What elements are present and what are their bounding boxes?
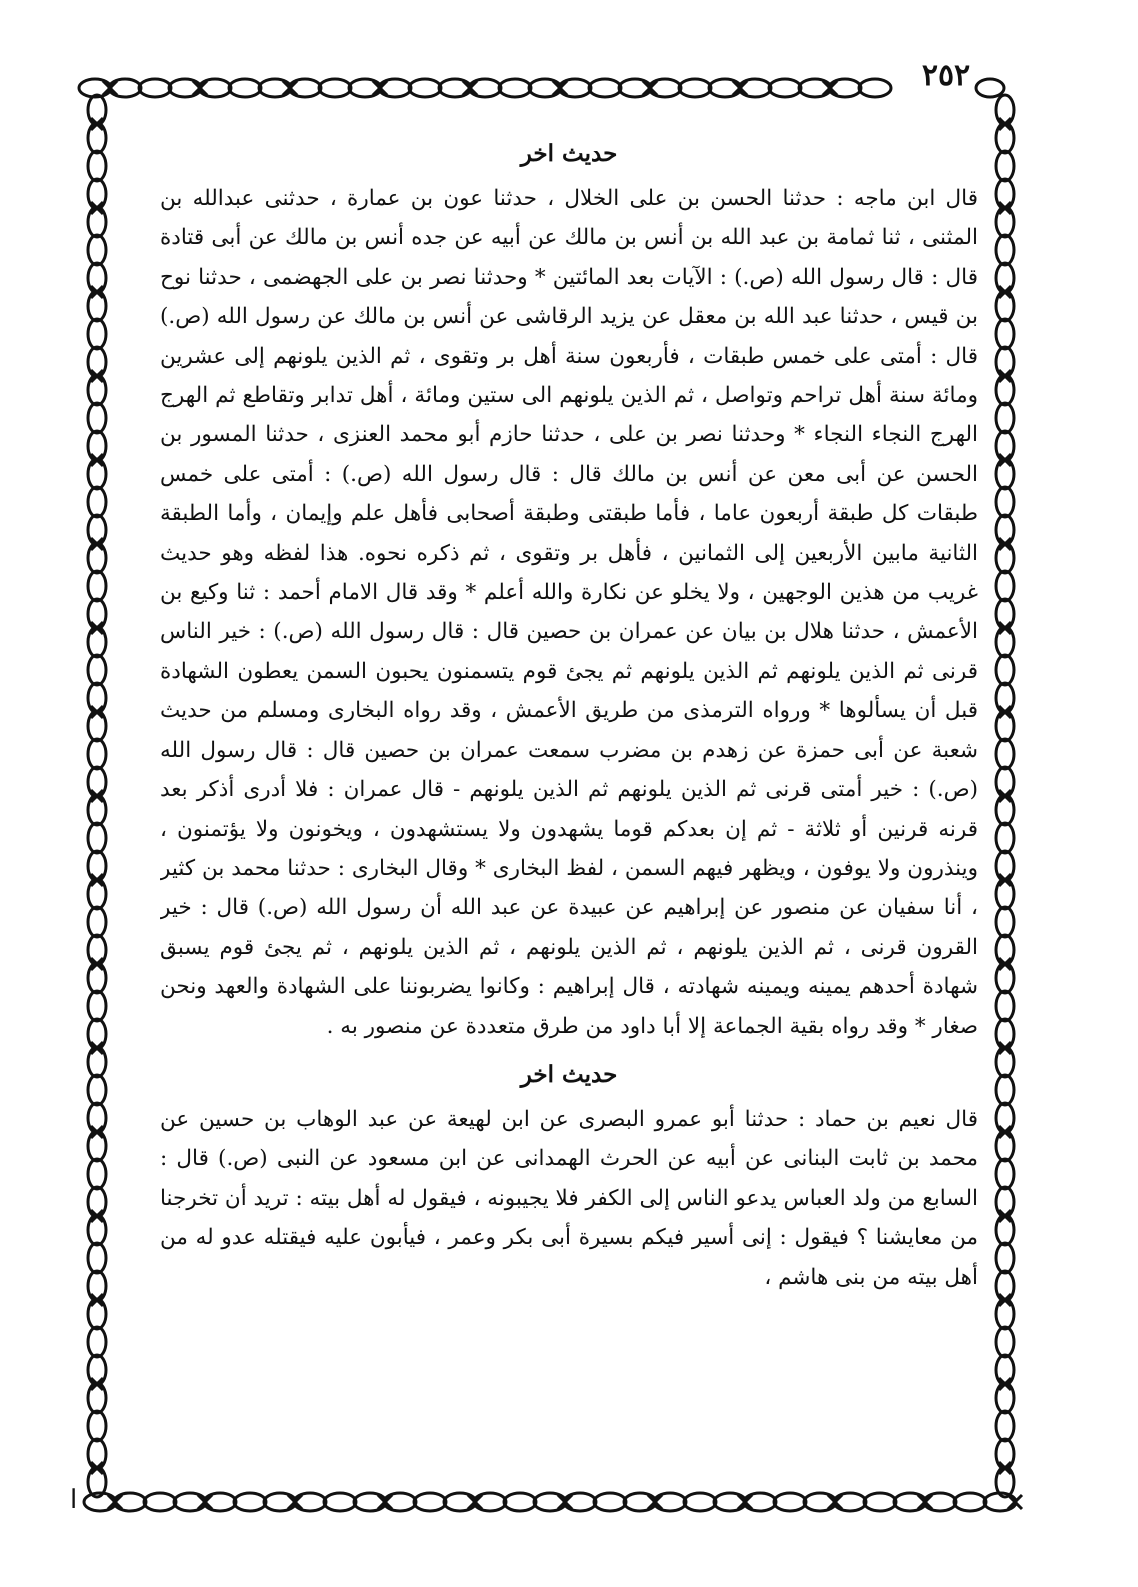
chain-link — [439, 79, 471, 97]
chain-link — [996, 991, 1014, 1021]
chain-link — [88, 235, 106, 265]
chain-link — [139, 79, 171, 97]
chain-link — [88, 599, 106, 629]
chain-link — [996, 1411, 1014, 1441]
chain-link — [996, 1299, 1014, 1329]
chain-link — [996, 851, 1014, 881]
chain-link — [996, 95, 1014, 125]
chain-link — [996, 599, 1014, 629]
chain-link — [88, 1383, 106, 1413]
chain-link — [409, 79, 441, 97]
chain-link — [88, 1439, 106, 1469]
chain-link — [559, 79, 591, 97]
chain-link — [88, 263, 106, 293]
chain-link — [996, 823, 1014, 853]
chain-link — [88, 1131, 106, 1161]
chain-link — [996, 655, 1014, 685]
chain-link — [996, 1243, 1014, 1273]
chain-link — [88, 851, 106, 881]
chain-link — [88, 739, 106, 769]
chain-link — [739, 79, 771, 97]
chain-link — [996, 711, 1014, 741]
chain-link — [88, 151, 106, 181]
margin-mark: ا — [70, 1485, 78, 1515]
chain-link — [88, 571, 106, 601]
chain-link — [996, 1383, 1014, 1413]
chain-link — [259, 79, 291, 97]
chain-link — [996, 935, 1014, 965]
chain-link — [996, 1047, 1014, 1077]
chain-link — [88, 795, 106, 825]
chain-link — [996, 683, 1014, 713]
chain-link — [88, 319, 106, 349]
chain-link — [594, 1493, 626, 1511]
chain-link — [319, 79, 351, 97]
chain-link — [169, 79, 201, 97]
chain-link — [564, 1493, 596, 1511]
chain-link — [859, 79, 891, 97]
chain-link — [88, 1327, 106, 1357]
chain-link — [744, 1493, 776, 1511]
chain-link — [954, 1493, 986, 1511]
chain-link — [589, 79, 621, 97]
chain-link — [799, 79, 831, 97]
chain-link — [996, 459, 1014, 489]
section-text: قال ابن ماجه : حدثنا الحسن بن على الخلال ، حدثنا عون بن عمارة ، حدثنى عبدالله بن المثنى ، ثنا ثمامة بن عبد الله بن أنس بن مالك عن أبيه عن جده أنس بن مالك عن أبى قتادة قال : قال رسول الله (ص.) : الآيات بعد المائتين * وحدثنا نصر بن على الجهضمى ، حدثنا نوح بن قيس ، حدثنا عبد الله بن معقل عن يزيد الرقاشى عن أنس بن مالك عن رسول الله (ص.) قال : أمتى على خمس طبقات ، فأربعون سنة أهل بر وتقوى ، ثم الذين يلونهم إلى عشرين ومائة سنة أهل تراحم وتواصل ، ثم الذين يلونهم الى ستين ومائة ، أهل تدابر وتقاطع ثم الهرج الهرج النجاء النجاء * وحدثنا نصر بن على ، حدثنا حازم أبو محمد العنزى ، حدثنا المسور بن الحسن عن أبى معن عن أنس بن مالك قال : قال رسول الله (ص.) : أمتى على خمس طبقات كل طبقة أربعون عاما ، فأما طبقتى وطبقة أصحابى فأهل علم وإيمان ، وأما الطبقة الثانية مابين الأربعين إلى الثمانين ، فأهل بر وتقوى ، ثم ذكره نحوه. هذا لفظه وهو حديث غريب من هذين الوجهين ، ولا يخلو عن نكارة والله أعلم * وقد قال الامام أحمد : ثنا وكيع بن الأعمش ، حدثنا هلال بن بيان عن عمران بن حصين قال : قال رسول الله (ص.) : خير الناس قرنى ثم الذين يلونهم ثم الذين يلونهم ثم يجئ قوم يتسمنون يحبون السمن يعطون الشهادة قبل أن يسألوها * ورواه الترمذى من طريق الأعمش ، وقد رواه البخارى ومسلم من حديث شعبة عن أبى حمزة عن زهدم بن مضرب سمعت عمران بن حصين قال : قال رسول الله (ص.) : خير أمتى قرنى ثم الذين يلونهم ثم الذين يلونهم - قال عمران : فلا أدرى أذكر بعد قرنه قرنين أو ثلاثة - ثم إن بعدكم قوما يشهدون ولا يستشهدون ، ويخونون ولا يؤتمنون ، وينذرون ولا يوفون ، ويظهر فيهم السمن ، لفظ البخارى * وقال البخارى : حدثنا محمد بن كثير ، أنا سفيان عن منصور عن إبراهيم عن عبيدة عن عبد الله أن رسول الله (ص.) قال : خير القرون قرنى ، ثم الذين يلونهم ، ثم الذين يلونهم ، ثم الذين يلونهم ، ثم يجئ قوم يسبق شهادة أحدهم يمينه ويمينه شهادته ، قال إبراهيم : وكانوا يضربوننا على الشهادة والعهد ونحن صغار * وقد رواه بقية الجماعة إلا أبا داود من طرق متعددة عن منصور به . — [160, 186, 978, 1039]
chain-link — [996, 235, 1014, 265]
chain-link — [88, 459, 106, 489]
chain-link — [894, 1493, 926, 1511]
chain-link — [88, 767, 106, 797]
chain-link — [534, 1493, 566, 1511]
chain-link — [264, 1493, 296, 1511]
chain-link — [654, 1493, 686, 1511]
chain-link — [88, 403, 106, 433]
chain-link — [996, 1187, 1014, 1217]
chain-link — [529, 79, 561, 97]
section-text: قال نعيم بن حماد : حدثنا أبو عمرو البصرى عن ابن لهيعة عن عبد الوهاب بن حسين عن محمد بن ثابت البنانى عن أبيه عن الحرث الهمدانى عن ابن مسعود عن النبى (ص.) قال : السابع من ولد العباس يدعو الناس إلى الكفر فلا يجيبونه ، فيقول له أهل بيته : تريد أن تخرجنا من معايشنا ؟ فيقول : إنى أسير فيكم بسيرة أبى بكر وعمر ، فيأبون عليه فيقتله عدو له من أهل بيته من بنى هاشم ، — [160, 1106, 978, 1290]
chain-link — [88, 1047, 106, 1077]
chain-link — [88, 1159, 106, 1189]
chain-link — [88, 347, 106, 377]
chain-link — [624, 1493, 656, 1511]
chain-link — [864, 1493, 896, 1511]
border-left-chain — [88, 95, 106, 1497]
chain-link — [88, 1019, 106, 1049]
chain-link — [996, 1019, 1014, 1049]
chain-link — [88, 1271, 106, 1301]
chain-link — [996, 543, 1014, 573]
chain-link — [996, 151, 1014, 181]
chain-link — [88, 1411, 106, 1441]
chain-link — [649, 79, 681, 97]
chain-link — [444, 1493, 476, 1511]
section-title: حديث اخر — [520, 1060, 618, 1088]
chain-link — [996, 375, 1014, 405]
chain-link — [88, 179, 106, 209]
chain-link — [996, 1439, 1014, 1469]
chain-link — [204, 1493, 236, 1511]
chain-link — [88, 431, 106, 461]
chain-link — [924, 1493, 956, 1511]
chain-link — [996, 1215, 1014, 1245]
chain-link — [114, 1493, 146, 1511]
chain-link — [774, 1493, 806, 1511]
chain-link — [679, 79, 711, 97]
chain-link — [88, 1075, 106, 1105]
chain-link — [996, 263, 1014, 293]
page-content — [160, 135, 978, 1455]
chain-link — [88, 291, 106, 321]
section-gap — [160, 1046, 978, 1056]
chain-link — [769, 79, 801, 97]
chain-link — [996, 179, 1014, 209]
chain-link — [996, 291, 1014, 321]
chain-link — [996, 123, 1014, 153]
chain-link — [88, 935, 106, 965]
border-top-chain — [79, 79, 1004, 97]
chain-link — [709, 79, 741, 97]
chain-link — [714, 1493, 746, 1511]
hadith-section-1 — [160, 135, 978, 1046]
chain-link — [384, 1493, 416, 1511]
chain-link — [829, 79, 861, 97]
chain-link — [996, 347, 1014, 377]
chain-link — [996, 403, 1014, 433]
chain-link — [684, 1493, 716, 1511]
chain-link — [88, 487, 106, 517]
chain-link — [379, 79, 411, 97]
chain-link — [469, 79, 501, 97]
chain-link — [88, 907, 106, 937]
chain-link — [996, 795, 1014, 825]
chain-link — [88, 683, 106, 713]
chain-link — [88, 627, 106, 657]
chain-link — [996, 907, 1014, 937]
chain-link — [504, 1493, 536, 1511]
chain-link — [996, 207, 1014, 237]
chain-link — [324, 1493, 356, 1511]
chain-link — [88, 1103, 106, 1133]
hadith-section-2 — [160, 1056, 978, 1297]
chain-link — [88, 1243, 106, 1273]
chain-link — [234, 1493, 266, 1511]
chain-link — [294, 1493, 326, 1511]
chain-link — [996, 515, 1014, 545]
chain-link — [289, 79, 321, 97]
section-title: حديث اخر — [520, 140, 618, 167]
chain-link — [996, 487, 1014, 517]
chain-link — [199, 79, 231, 97]
chain-link — [88, 711, 106, 741]
chain-link — [88, 1187, 106, 1217]
chain-link — [996, 1159, 1014, 1189]
chain-link — [996, 879, 1014, 909]
chain-link — [88, 963, 106, 993]
chain-link — [88, 95, 106, 125]
chain-link — [88, 823, 106, 853]
chain-link — [499, 79, 531, 97]
border-right-chain — [996, 95, 1014, 1497]
chain-link — [354, 1493, 386, 1511]
chain-link — [996, 571, 1014, 601]
chain-link — [88, 375, 106, 405]
chain-link — [996, 963, 1014, 993]
chain-link — [996, 1075, 1014, 1105]
chain-link — [996, 431, 1014, 461]
chain-link — [996, 1271, 1014, 1301]
chain-link — [88, 123, 106, 153]
chain-link — [144, 1493, 176, 1511]
chain-link — [996, 739, 1014, 769]
chain-link — [88, 1299, 106, 1329]
chain-link — [229, 79, 261, 97]
chain-link — [88, 1355, 106, 1385]
chain-link — [88, 515, 106, 545]
chain-link — [619, 79, 651, 97]
chain-link — [996, 627, 1014, 657]
page-number: ٢٥٢ — [921, 58, 971, 93]
chain-link — [88, 879, 106, 909]
chain-link — [88, 543, 106, 573]
chain-link — [349, 79, 381, 97]
chain-link — [804, 1493, 836, 1511]
chain-link — [88, 991, 106, 1021]
chain-link — [174, 1493, 206, 1511]
chain-link — [996, 767, 1014, 797]
chain-link — [88, 207, 106, 237]
chain-link — [996, 1103, 1014, 1133]
chain-link — [474, 1493, 506, 1511]
border-bottom-chain — [84, 1493, 1022, 1511]
chain-link — [109, 79, 141, 97]
chain-link — [996, 1355, 1014, 1385]
chain-link — [996, 319, 1014, 349]
chain-link — [88, 655, 106, 685]
chain-link — [996, 1327, 1014, 1357]
chain-link — [996, 1131, 1014, 1161]
chain-link — [88, 1215, 106, 1245]
chain-link — [834, 1493, 866, 1511]
chain-link — [414, 1493, 446, 1511]
